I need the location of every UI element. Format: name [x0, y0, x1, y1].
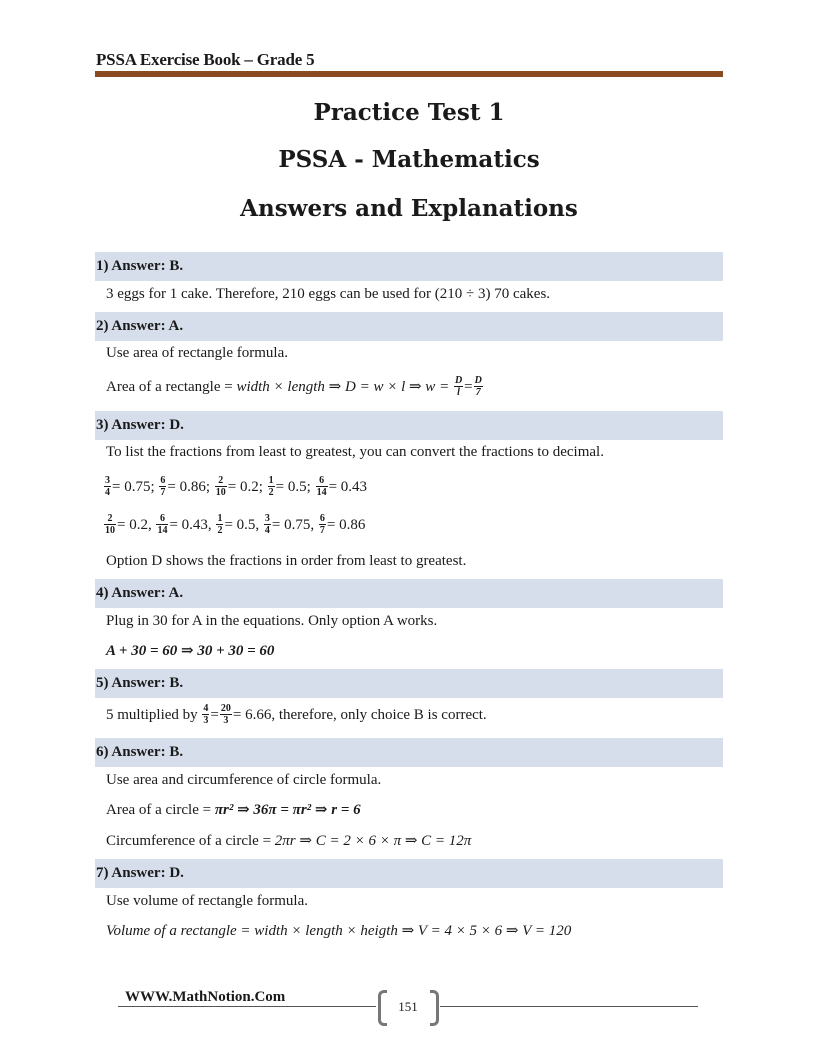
answer-5-explanation: 5 multiplied by $\frac{4}{3}$ = $\frac{20}{3}$ = 6.66, therefore, only choice B is correct. — [106, 703, 487, 726]
answer-3-explanation: To list the fractions from least to greatest, you can convert the fractions to decimal. — [106, 444, 604, 460]
footer-divider-right — [440, 1006, 698, 1007]
fraction: $\frac{6}{14}$ — [157, 513, 168, 536]
book-header-title: PSSA Exercise Book – Grade 5 — [96, 50, 315, 69]
footer-website-link[interactable]: WWW.MathNotion.Com — [125, 989, 286, 1005]
answer-7-formula: Volume of a rectangle = width × length × heigth ⇒ V = 4 × 5 × 6 ⇒ V = 120 — [106, 923, 572, 939]
answer-1-heading: 1) Answer: B. — [95, 252, 723, 281]
answer-4-formula: A + 30 = 60 ⇒ 30 + 30 = 60 — [106, 643, 275, 659]
answer-5-heading: 5) Answer: B. — [95, 669, 723, 698]
answer-2-heading: 2) Answer: A. — [95, 312, 723, 341]
answer-3-conclusion: Option D shows the fractions in order from least to greatest. — [106, 553, 467, 569]
formula-label: Area of a rectangle = — [106, 378, 237, 395]
answer-2-formula: Area of a rectangle = width × length ⇒ D = w × l ⇒ w = $\frac{D}{l}$ = $\frac{D}{7}$ — [106, 375, 482, 398]
answer-7-heading: 7) Answer: D. — [95, 859, 723, 888]
answer-6-area-formula: Area of a circle = πr² ⇒ 36π = πr² ⇒ r = 6 — [106, 802, 361, 818]
answer-2-explanation: Use area of rectangle formula. — [106, 345, 288, 361]
fraction: $\frac{2}{10}$ — [105, 513, 115, 536]
fraction: $\frac{D}{7}$ — [474, 375, 482, 398]
fraction: $\frac{2}{10}$ — [215, 475, 226, 498]
fraction: $\frac{6}{14}$ — [316, 475, 327, 498]
fraction: $\frac{1}{2}$ — [268, 475, 274, 498]
page-number: 151 — [398, 999, 418, 1014]
answer-3-decimal-row-1: $\frac{3}{4}$ = 0.75; $\frac{6}{7}$ = 0.86; $\frac{2}{10}$ = 0.2; $\frac{1}{2}$ = 0.5; $\frac{6}{14}$ = 0.43 — [105, 475, 368, 498]
formula-expression: width × length ⇒ D = w × l ⇒ w = — [236, 378, 453, 395]
fraction: $\frac{20}{3}$ — [220, 703, 231, 726]
fraction: $\frac{4}{3}$ — [203, 703, 209, 726]
fraction: $\frac{1}{2}$ — [217, 513, 223, 536]
answer-1-explanation: 3 eggs for 1 cake. Therefore, 210 eggs can be used for (210 ÷ 3) 70 cakes. — [106, 286, 551, 302]
answer-4-explanation: Plug in 30 for A in the equations. Only option A works. — [106, 613, 438, 629]
answer-6-circumference-formula: Circumference of a circle = 2πr ⇒ C = 2 × 6 × π ⇒ C = 12π — [106, 833, 472, 849]
answer-7-explanation: Use volume of rectangle formula. — [106, 893, 309, 909]
answer-6-heading: 6) Answer: B. — [95, 738, 723, 767]
header-divider — [95, 71, 723, 77]
fraction: $\frac{6}{7}$ — [319, 513, 325, 536]
fraction: $\frac{3}{4}$ — [264, 513, 270, 536]
fraction: $\frac{6}{7}$ — [160, 475, 166, 498]
answer-3-decimal-row-2: $\frac{2}{10}$ = 0.2, $\frac{6}{14}$ = 0.43, $\frac{1}{2}$ = 0.5, $\frac{3}{4}$ = 0.75, $\frac{6}{7}$ = 0.86 — [105, 513, 366, 536]
subject-title: PSSA - Mathematics — [278, 146, 540, 173]
answer-3-heading: 3) Answer: D. — [95, 411, 723, 440]
answer-4-heading: 4) Answer: A. — [95, 579, 723, 608]
answer-6-explanation: Use area and circumference of circle formula. — [106, 772, 382, 788]
footer-divider-left — [118, 1006, 376, 1007]
fraction: $\frac{3}{4}$ — [105, 475, 110, 498]
test-title: Practice Test 1 — [313, 99, 505, 126]
section-title: Answers and Explanations — [240, 195, 578, 222]
fraction: $\frac{D}{l}$ — [454, 375, 463, 398]
